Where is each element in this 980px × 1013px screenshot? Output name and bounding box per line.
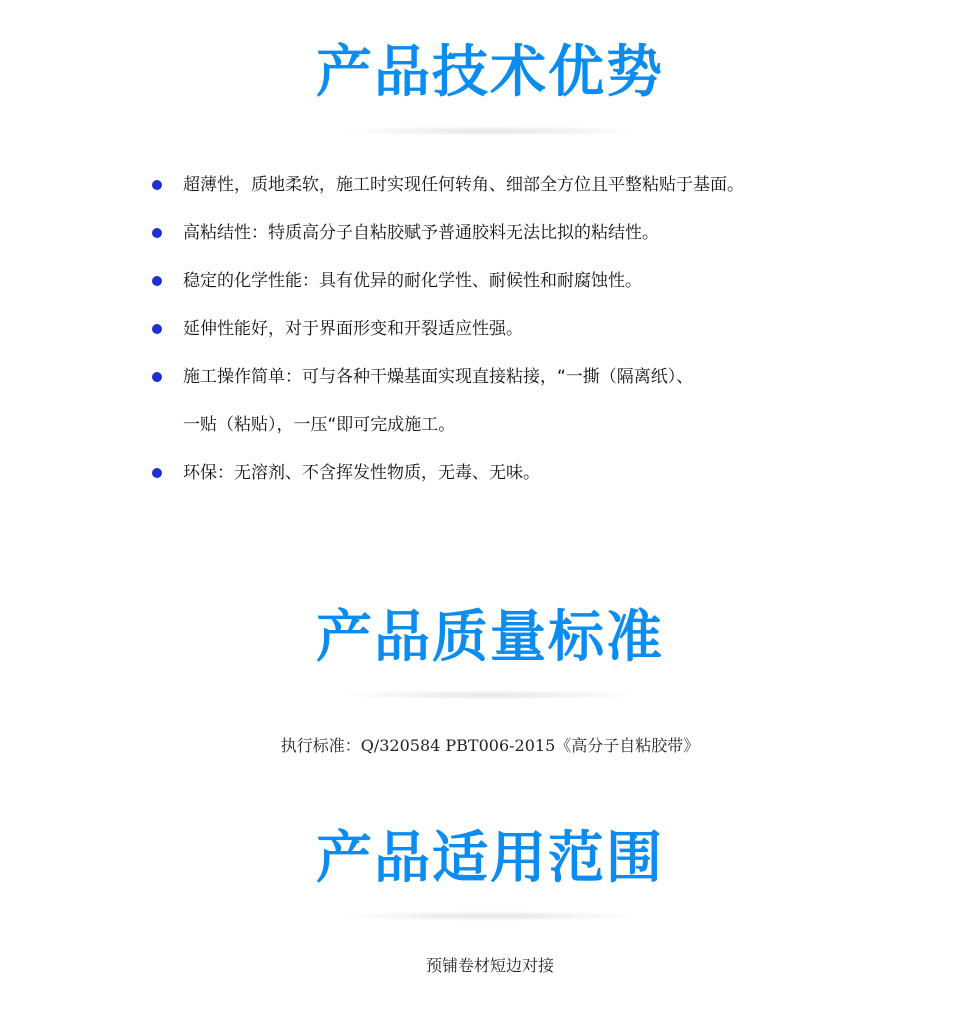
quality-title: 产品质量标准 bbox=[316, 605, 664, 670]
advantage-item-elongation bbox=[152, 305, 852, 353]
advantage-item-thin bbox=[152, 161, 852, 209]
bullet-dot-icon bbox=[152, 372, 162, 382]
bullet-dot-icon bbox=[152, 324, 162, 334]
advantage-item-adhesion bbox=[152, 209, 852, 257]
advantage-item-construction-continued bbox=[152, 401, 852, 449]
scope-title: 产品适用范围 bbox=[316, 826, 664, 891]
advantages-title: 产品技术优势 bbox=[316, 40, 664, 105]
advantage-text: 一贴（粘贴），一压“即可完成施工。 bbox=[183, 415, 456, 435]
quality-title-shadow bbox=[340, 690, 640, 700]
scope-text: 预铺卷材短边对接 bbox=[425, 956, 554, 975]
advantage-item-chemical bbox=[152, 257, 852, 305]
quality-standard-text: 执行标准：Q/320584 PBT006-2015《高分子自粘胶带》 bbox=[280, 736, 700, 755]
bullet-dot-icon bbox=[152, 180, 162, 190]
advantage-item-construction bbox=[152, 353, 852, 401]
advantage-text: 稳定的化学性能：具有优异的耐化学性、耐候性和耐腐蚀性。 bbox=[183, 271, 642, 291]
bullet-dot-icon bbox=[152, 228, 162, 238]
advantage-text: 施工操作简单：可与各种干燥基面实现直接粘接，“一撕（隔离纸）、 bbox=[183, 367, 694, 387]
advantage-text: 延伸性能好，对于界面形变和开裂适应性强。 bbox=[183, 319, 523, 339]
bullet-dot-icon bbox=[152, 276, 162, 286]
advantage-text: 超薄性，质地柔软，施工时实现任何转角、细部全方位且平整粘贴于基面。 bbox=[183, 175, 744, 195]
advantage-text: 环保：无溶剂、不含挥发性物质，无毒、无味。 bbox=[183, 463, 540, 483]
advantages-list bbox=[152, 161, 852, 497]
advantage-text: 高粘结性：特质高分子自粘胶赋予普通胶料无法比拟的粘结性。 bbox=[183, 223, 659, 243]
scope-title-shadow bbox=[340, 911, 640, 921]
advantages-title-shadow bbox=[340, 126, 640, 136]
advantage-item-eco bbox=[152, 449, 852, 497]
bullet-dot-icon bbox=[152, 468, 162, 478]
